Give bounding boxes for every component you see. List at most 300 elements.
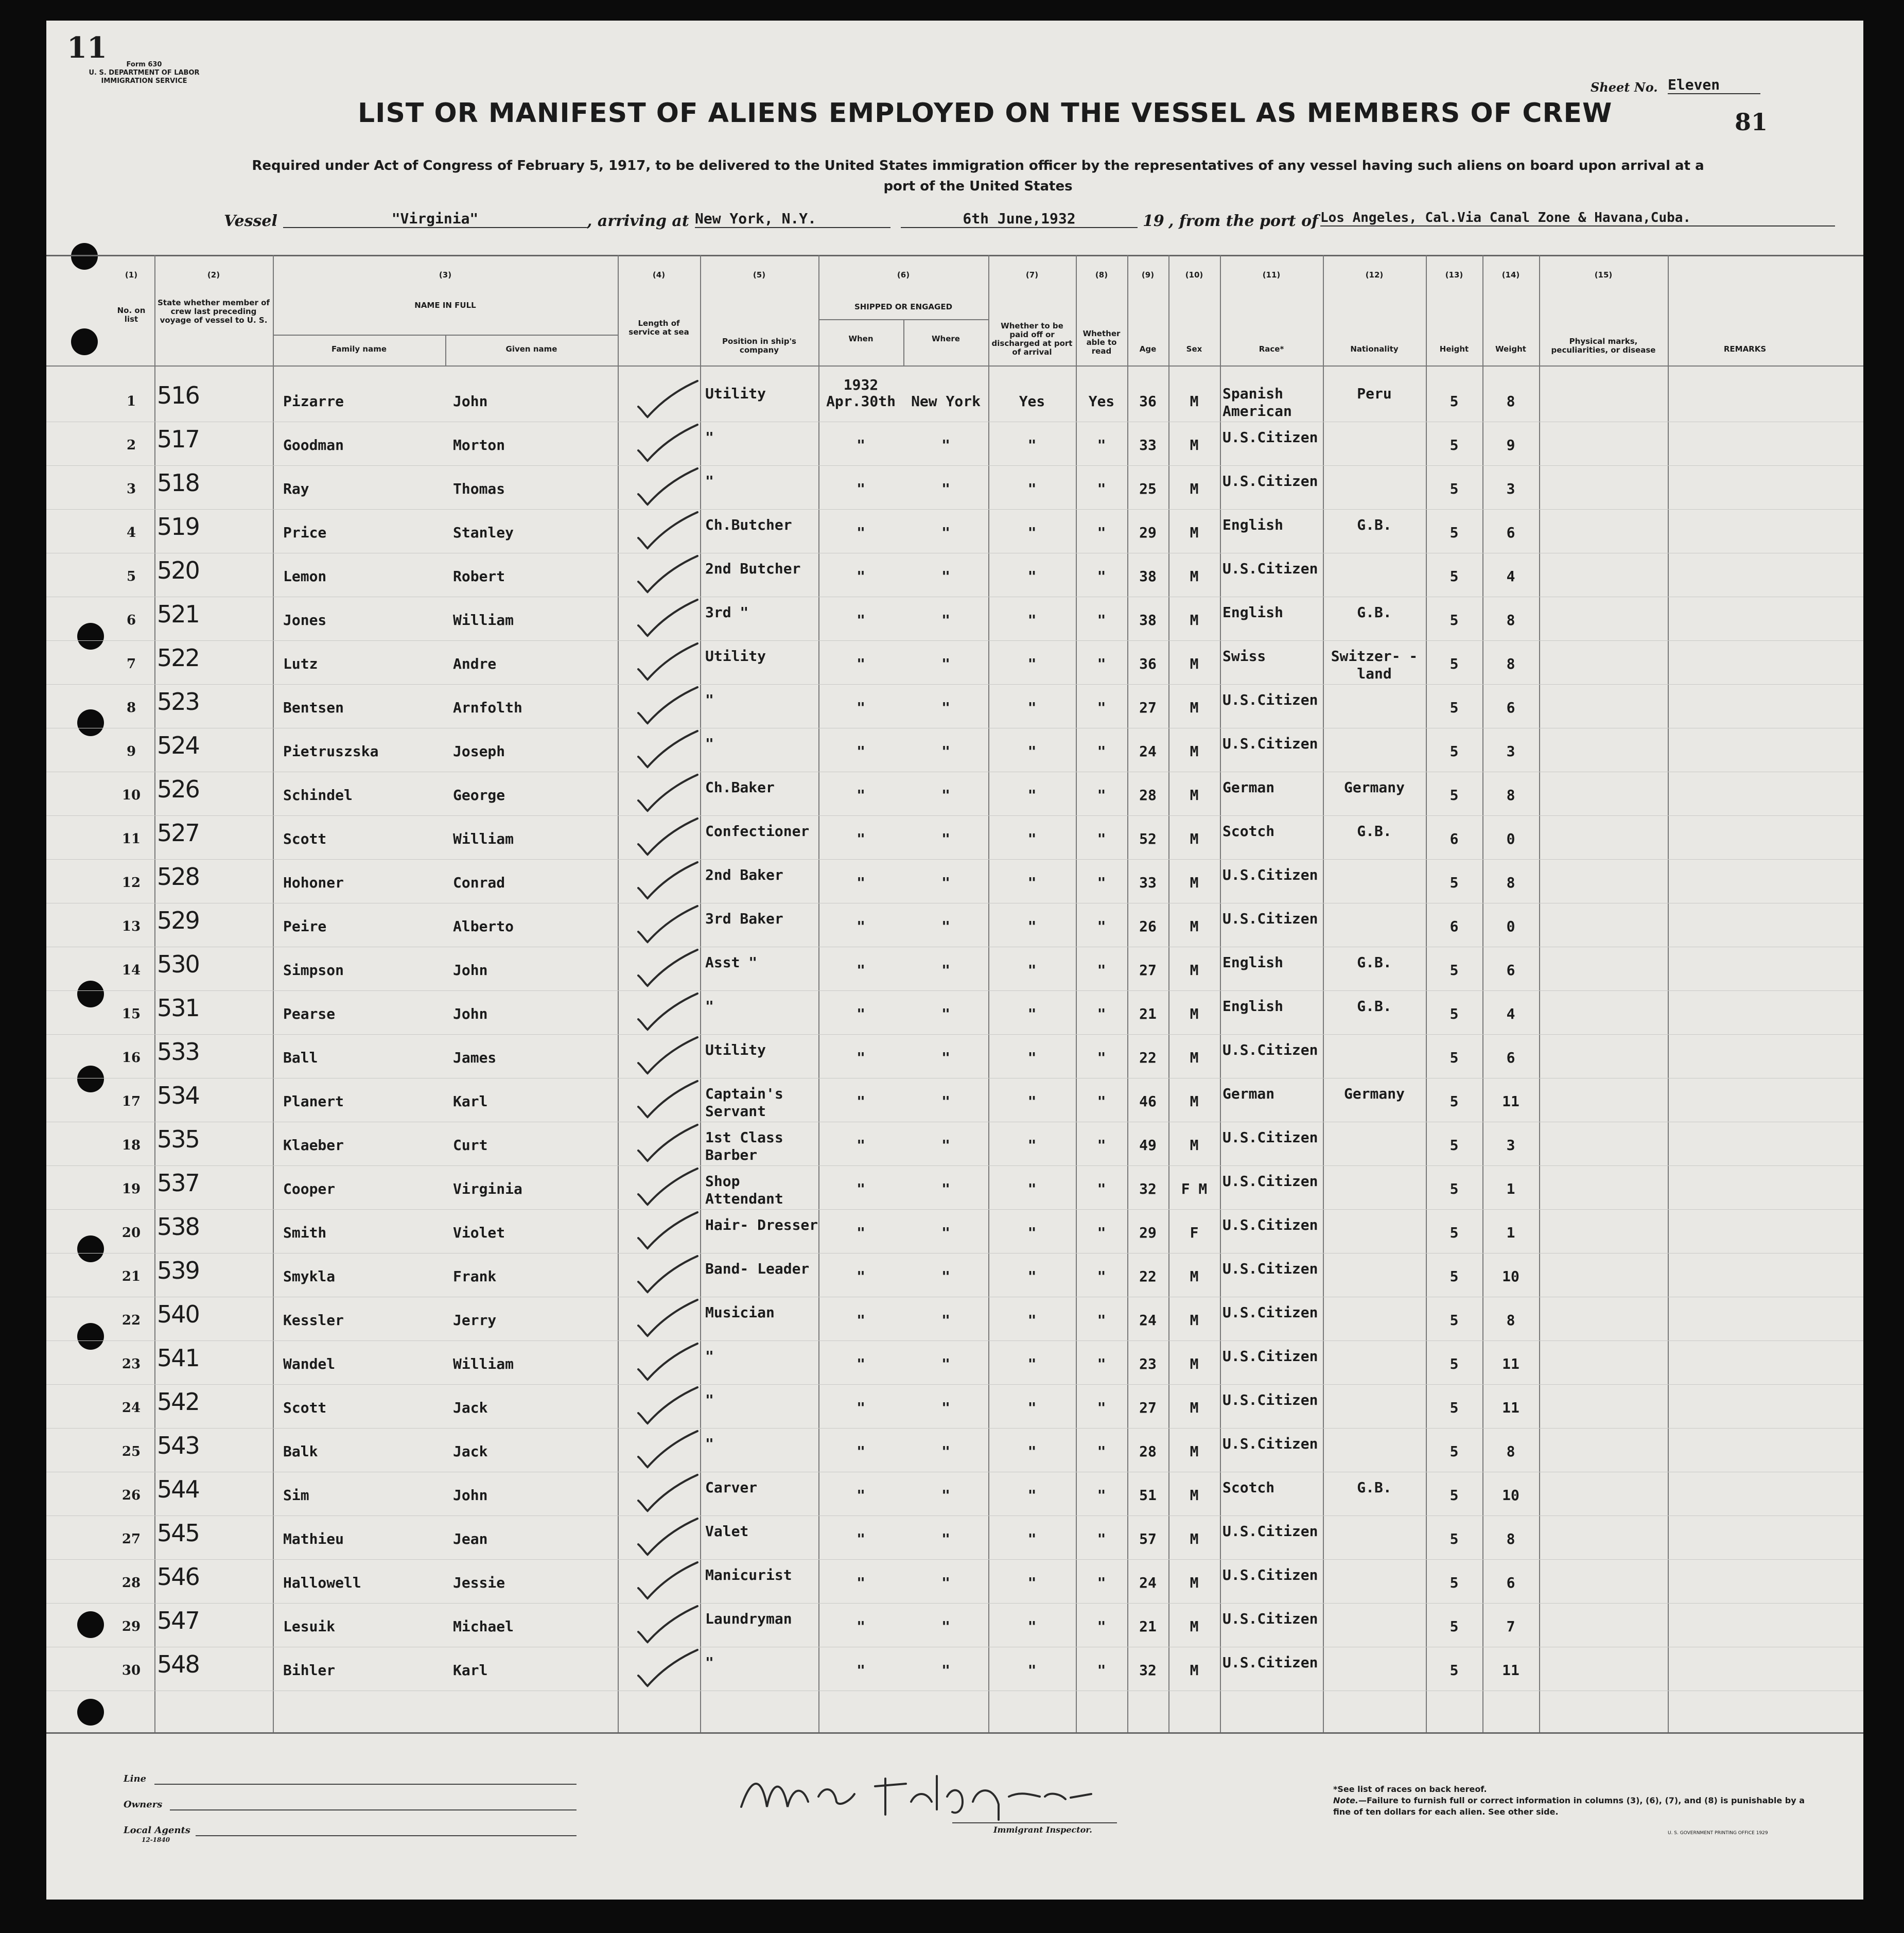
sex: M bbox=[1190, 612, 1199, 629]
service-checkmark bbox=[633, 1604, 705, 1645]
sex: M bbox=[1190, 1487, 1199, 1504]
shipped-when: " bbox=[857, 743, 865, 760]
given-name: Michael bbox=[453, 1618, 514, 1635]
paid-off: " bbox=[1027, 1618, 1037, 1635]
line-rule bbox=[154, 1784, 577, 1785]
able-to-read: " bbox=[1097, 437, 1106, 454]
col-rule bbox=[1426, 255, 1427, 1732]
paid-off: " bbox=[1027, 1224, 1037, 1241]
paid-off: " bbox=[1027, 1355, 1037, 1372]
row-rule bbox=[46, 509, 1863, 510]
position: " bbox=[705, 998, 714, 1015]
note-label: Note. bbox=[1333, 1796, 1358, 1805]
shipped-when: " bbox=[857, 1180, 865, 1197]
given-name: Arnfolth bbox=[453, 699, 522, 716]
height: 5 bbox=[1449, 1268, 1459, 1285]
shipped-when: " bbox=[857, 655, 865, 672]
sex: M bbox=[1190, 480, 1199, 497]
shipped-where: " bbox=[941, 524, 950, 541]
given-name: Andre bbox=[453, 655, 497, 672]
family-name: Peire bbox=[283, 918, 327, 935]
row-rule bbox=[46, 1559, 1863, 1560]
shipped-when: " bbox=[857, 1268, 865, 1285]
crew-list-id: 548 bbox=[157, 1650, 199, 1678]
punch-hole bbox=[77, 1611, 104, 1638]
service-checkmark bbox=[633, 1429, 705, 1470]
paid-off: " bbox=[1027, 1049, 1037, 1066]
shipped-where: " bbox=[941, 1093, 950, 1110]
race: U.S.Citizen bbox=[1222, 1566, 1318, 1583]
sex: M bbox=[1190, 918, 1199, 935]
nationality: G.B. bbox=[1357, 1479, 1392, 1496]
family-name: Jones bbox=[283, 612, 327, 629]
weight: 8 bbox=[1506, 874, 1515, 891]
col-rule bbox=[1127, 255, 1128, 1732]
shipped-where: " bbox=[941, 1443, 950, 1460]
crew-list-id: 523 bbox=[157, 688, 199, 716]
service: IMMIGRATION SERVICE bbox=[101, 77, 187, 85]
form-number: Form 630 bbox=[126, 61, 162, 68]
punch-hole bbox=[77, 1235, 104, 1262]
able-to-read: " bbox=[1097, 918, 1106, 935]
age: 24 bbox=[1139, 1312, 1157, 1329]
weight: 6 bbox=[1506, 699, 1515, 716]
sex: M bbox=[1190, 699, 1199, 716]
crew-list-id: 520 bbox=[157, 556, 199, 584]
row-number: 16 bbox=[121, 1050, 141, 1066]
crew-list-id: 533 bbox=[157, 1038, 199, 1066]
col-rule bbox=[1220, 255, 1221, 1732]
sex: M bbox=[1190, 874, 1199, 891]
race: U.S.Citizen bbox=[1222, 560, 1318, 577]
service-checkmark bbox=[633, 1297, 705, 1338]
family-name: Lesuik bbox=[283, 1618, 336, 1635]
punch-hole bbox=[77, 981, 104, 1007]
service-checkmark bbox=[633, 510, 705, 551]
weight: 11 bbox=[1502, 1355, 1519, 1372]
age: 46 bbox=[1139, 1093, 1157, 1110]
given-name: Conrad bbox=[453, 874, 505, 891]
shipped-when: " bbox=[857, 1093, 865, 1110]
race: U.S.Citizen bbox=[1222, 735, 1318, 752]
sex: M bbox=[1190, 1005, 1199, 1022]
position: Shop Attendant bbox=[705, 1173, 783, 1207]
shipped-where: " bbox=[941, 962, 950, 979]
shipped-where: " bbox=[941, 1180, 950, 1197]
able-to-read: " bbox=[1097, 480, 1106, 497]
crew-list-id: 540 bbox=[157, 1300, 199, 1328]
year-prefix: 19 bbox=[1143, 212, 1164, 230]
row-rule bbox=[46, 1603, 1863, 1604]
agents-form: 12-1840 bbox=[142, 1836, 170, 1843]
race: Scotch bbox=[1222, 823, 1275, 840]
shipped-where: " bbox=[941, 699, 950, 716]
hdr-family-name: Family name bbox=[331, 344, 387, 354]
able-to-read: " bbox=[1097, 612, 1106, 629]
crew-list-id: 544 bbox=[157, 1475, 199, 1503]
nationality: G.B. bbox=[1357, 823, 1392, 840]
age: 23 bbox=[1139, 1355, 1157, 1372]
family-name: Scott bbox=[283, 1399, 327, 1416]
punch-hole bbox=[71, 243, 98, 270]
nationality: G.B. bbox=[1357, 516, 1392, 533]
family-name: Lutz bbox=[283, 655, 318, 672]
given-name: Violet bbox=[453, 1224, 505, 1241]
sex: M bbox=[1190, 962, 1199, 979]
position: Confectioner bbox=[705, 823, 810, 840]
weight: 0 bbox=[1506, 918, 1515, 935]
nationality: Germany bbox=[1343, 1085, 1405, 1102]
weight: 3 bbox=[1506, 743, 1515, 760]
colnum-14: (14) bbox=[1501, 270, 1520, 280]
crew-list-id: 517 bbox=[157, 425, 199, 453]
age: 33 bbox=[1139, 437, 1157, 454]
weight: 4 bbox=[1506, 1005, 1515, 1022]
row-number: 22 bbox=[121, 1313, 141, 1328]
crew-list-id: 519 bbox=[157, 513, 199, 541]
age: 28 bbox=[1139, 787, 1157, 804]
able-to-read: " bbox=[1097, 568, 1106, 585]
col-rule bbox=[988, 255, 989, 1732]
able-to-read: " bbox=[1097, 830, 1106, 847]
family-name: Planert bbox=[283, 1093, 344, 1110]
weight: 11 bbox=[1502, 1399, 1519, 1416]
crew-list-id: 542 bbox=[157, 1388, 199, 1416]
position: Hair- Dresser bbox=[705, 1216, 818, 1233]
race: English bbox=[1222, 998, 1284, 1015]
weight: 6 bbox=[1506, 1574, 1515, 1591]
row-rule bbox=[46, 990, 1863, 991]
age: 33 bbox=[1139, 874, 1157, 891]
height: 5 bbox=[1449, 612, 1459, 629]
race: U.S.Citizen bbox=[1222, 691, 1318, 708]
shipped-when: " bbox=[857, 1662, 865, 1679]
height: 5 bbox=[1449, 437, 1459, 454]
height: 5 bbox=[1449, 1180, 1459, 1197]
shipped-when: " bbox=[857, 830, 865, 847]
line-label: Line bbox=[124, 1773, 147, 1784]
sex: M bbox=[1190, 1399, 1199, 1416]
race: German bbox=[1222, 1085, 1275, 1102]
race: U.S.Citizen bbox=[1222, 1129, 1318, 1146]
given-name: Joseph bbox=[453, 743, 505, 760]
age: 36 bbox=[1139, 655, 1157, 672]
service-checkmark bbox=[633, 1078, 705, 1120]
position: Utility bbox=[705, 1041, 766, 1058]
shipped-where: " bbox=[941, 1487, 950, 1504]
family-name: Ball bbox=[283, 1049, 318, 1066]
age: 28 bbox=[1139, 1443, 1157, 1460]
height: 5 bbox=[1449, 1137, 1459, 1154]
service-checkmark bbox=[633, 903, 705, 945]
crew-list-id: 522 bbox=[157, 644, 199, 672]
age: 29 bbox=[1139, 1224, 1157, 1241]
crew-list-id: 539 bbox=[157, 1257, 199, 1284]
service-checkmark bbox=[633, 466, 705, 507]
hdr-no-on-list: No. on list bbox=[117, 306, 146, 324]
weight: 8 bbox=[1506, 1530, 1515, 1547]
family-name: Lemon bbox=[283, 568, 327, 585]
position: " bbox=[705, 429, 714, 446]
sheet-label: Sheet No. bbox=[1591, 80, 1658, 95]
crew-list-id: 527 bbox=[157, 819, 199, 847]
shipped-where: " bbox=[941, 787, 950, 804]
weight: 8 bbox=[1506, 1443, 1515, 1460]
sex: F bbox=[1190, 1224, 1199, 1241]
colnum-6: (6) bbox=[897, 270, 910, 280]
punch-hole bbox=[77, 1066, 104, 1092]
punch-hole bbox=[77, 709, 104, 736]
race: U.S.Citizen bbox=[1222, 1260, 1318, 1277]
weight: 3 bbox=[1506, 1137, 1515, 1154]
col-rule bbox=[1076, 255, 1077, 1732]
given-name: Jessie bbox=[453, 1574, 505, 1591]
row-rule bbox=[46, 815, 1863, 816]
race: U.S.Citizen bbox=[1222, 1523, 1318, 1540]
family-name: Balk bbox=[283, 1443, 318, 1460]
able-to-read: " bbox=[1097, 1005, 1106, 1022]
agents-rule bbox=[196, 1835, 577, 1836]
height: 5 bbox=[1449, 524, 1459, 541]
shipped-where: " bbox=[941, 1355, 950, 1372]
crew-list-id: 546 bbox=[157, 1563, 199, 1591]
height: 5 bbox=[1449, 1224, 1459, 1241]
age: 36 bbox=[1139, 393, 1157, 410]
given-name: John bbox=[453, 393, 488, 410]
colnum-4: (4) bbox=[652, 270, 666, 280]
row-number: 29 bbox=[121, 1619, 141, 1634]
able-to-read: " bbox=[1097, 1049, 1106, 1066]
paid-off: " bbox=[1027, 655, 1037, 672]
height: 5 bbox=[1449, 1443, 1459, 1460]
able-to-read: " bbox=[1097, 1574, 1106, 1591]
colnum-12: (12) bbox=[1365, 270, 1384, 280]
subtitle bbox=[113, 155, 1843, 197]
nationality: Peru bbox=[1357, 385, 1392, 402]
service-checkmark bbox=[633, 1560, 705, 1601]
sex: M bbox=[1190, 524, 1199, 541]
weight: 7 bbox=[1506, 1618, 1515, 1635]
able-to-read: " bbox=[1097, 1662, 1106, 1679]
position: Asst " bbox=[705, 954, 758, 971]
sex: M bbox=[1190, 655, 1199, 672]
arrival-date: 6th June,1932 bbox=[901, 210, 1138, 228]
height: 5 bbox=[1449, 1487, 1459, 1504]
crew-list-id: 547 bbox=[157, 1607, 199, 1634]
hdr-state-whether: State whether member of crew last preceding voyage of vessel to U. S. bbox=[158, 298, 270, 325]
paid-off: " bbox=[1027, 1268, 1037, 1285]
paid-off: " bbox=[1027, 1180, 1037, 1197]
hdr-race: Race* bbox=[1259, 344, 1284, 354]
sex: M bbox=[1190, 1443, 1199, 1460]
shipped-when: " bbox=[857, 480, 865, 497]
row-number: 25 bbox=[121, 1444, 141, 1459]
given-name: Curt bbox=[453, 1137, 488, 1154]
given-name: William bbox=[453, 1355, 514, 1372]
weight: 0 bbox=[1506, 830, 1515, 847]
able-to-read: " bbox=[1097, 655, 1106, 672]
position: 3rd " bbox=[705, 604, 749, 621]
col-rule bbox=[818, 255, 819, 1732]
arriving-label: , arriving at bbox=[587, 212, 689, 230]
paid-off: " bbox=[1027, 568, 1037, 585]
shipped-when: " bbox=[857, 1487, 865, 1504]
row-rule bbox=[46, 1384, 1863, 1385]
colnum-13: (13) bbox=[1445, 270, 1463, 280]
position: " bbox=[705, 1435, 714, 1452]
race: German bbox=[1222, 779, 1275, 796]
given-name: Alberto bbox=[453, 918, 514, 935]
race: U.S.Citizen bbox=[1222, 866, 1318, 883]
given-name: Karl bbox=[453, 1093, 488, 1110]
colnum-10: (10) bbox=[1185, 270, 1203, 280]
service-checkmark bbox=[633, 947, 705, 988]
weight: 8 bbox=[1506, 393, 1515, 410]
paid-off: " bbox=[1027, 1662, 1037, 1679]
shipped-where: " bbox=[941, 1618, 950, 1635]
sex: M bbox=[1190, 743, 1199, 760]
printer-credit: U. S. GOVERNMENT PRINTING OFFICE 1929 bbox=[1668, 1831, 1768, 1836]
height: 5 bbox=[1449, 874, 1459, 891]
age: 22 bbox=[1139, 1268, 1157, 1285]
agents-label: Local Agents bbox=[124, 1825, 190, 1836]
row-rule bbox=[46, 640, 1863, 641]
row-number: 28 bbox=[121, 1575, 141, 1591]
position: 2nd Baker bbox=[705, 866, 783, 883]
colnum-15: (15) bbox=[1594, 270, 1613, 280]
able-to-read: " bbox=[1097, 1312, 1106, 1329]
position: Utility bbox=[705, 385, 766, 402]
col-rule bbox=[1668, 255, 1669, 1732]
col-rule bbox=[1168, 255, 1169, 1732]
family-name: Sim bbox=[283, 1487, 309, 1504]
shipped-where: " bbox=[941, 1312, 950, 1329]
paid-off: " bbox=[1027, 874, 1037, 891]
row-number: 2 bbox=[126, 438, 136, 453]
given-name: John bbox=[453, 1005, 488, 1022]
race: U.S.Citizen bbox=[1222, 1216, 1318, 1233]
given-name: Frank bbox=[453, 1268, 497, 1285]
crew-list-id: 516 bbox=[157, 381, 199, 409]
row-rule bbox=[46, 684, 1863, 685]
position: 1st Class Barber bbox=[705, 1129, 783, 1163]
paid-off: " bbox=[1027, 918, 1037, 935]
hdr-weight: Weight bbox=[1495, 344, 1526, 354]
race: U.S.Citizen bbox=[1222, 1610, 1318, 1627]
row-number: 8 bbox=[126, 700, 136, 716]
row-number: 15 bbox=[121, 1006, 141, 1022]
position: " bbox=[705, 1348, 714, 1365]
hdr-able-read: Whether able to read bbox=[1082, 329, 1121, 356]
race: U.S.Citizen bbox=[1222, 1041, 1318, 1058]
paid-off: " bbox=[1027, 1312, 1037, 1329]
given-name: Virginia bbox=[453, 1180, 522, 1197]
from-label: , from the port of bbox=[1168, 212, 1319, 230]
given-name: George bbox=[453, 787, 505, 804]
able-to-read: " bbox=[1097, 1268, 1106, 1285]
sex: M bbox=[1190, 1093, 1199, 1110]
margin-note: 11 bbox=[67, 31, 107, 65]
shipped-when: " bbox=[857, 1137, 865, 1154]
height: 5 bbox=[1449, 655, 1459, 672]
position: " bbox=[705, 691, 714, 708]
age: 27 bbox=[1139, 1399, 1157, 1416]
family-name: Simpson bbox=[283, 962, 344, 979]
age: 57 bbox=[1139, 1530, 1157, 1547]
family-name: Cooper bbox=[283, 1180, 336, 1197]
age: 27 bbox=[1139, 699, 1157, 716]
row-number: 20 bbox=[121, 1225, 141, 1241]
row-rule bbox=[46, 1034, 1863, 1035]
row-number: 19 bbox=[121, 1181, 141, 1197]
hdr-given-name: Given name bbox=[505, 344, 557, 354]
weight: 8 bbox=[1506, 1312, 1515, 1329]
sex: M bbox=[1190, 1049, 1199, 1066]
able-to-read: " bbox=[1097, 699, 1106, 716]
shipped-when: " bbox=[857, 1618, 865, 1635]
position: 2nd Butcher bbox=[705, 560, 801, 577]
family-name: Schindel bbox=[283, 787, 353, 804]
hdr-where: Where bbox=[932, 334, 960, 343]
family-name: Ray bbox=[283, 480, 309, 497]
position: Manicurist bbox=[705, 1566, 792, 1583]
weight: 8 bbox=[1506, 655, 1515, 672]
position: Utility bbox=[705, 648, 766, 665]
paid-off: " bbox=[1027, 1487, 1037, 1504]
race: English bbox=[1222, 604, 1284, 621]
service-checkmark bbox=[633, 641, 705, 682]
service-checkmark bbox=[633, 1166, 705, 1207]
service-checkmark bbox=[633, 991, 705, 1032]
position: Laundryman bbox=[705, 1610, 792, 1627]
shipped-when: " bbox=[857, 699, 865, 716]
family-name: Scott bbox=[283, 830, 327, 847]
height: 5 bbox=[1449, 699, 1459, 716]
position: Valet bbox=[705, 1523, 749, 1540]
crew-list-id: 518 bbox=[157, 469, 199, 497]
hdr-name-in-full: NAME IN FULL bbox=[414, 301, 476, 310]
able-to-read: " bbox=[1097, 1443, 1106, 1460]
colnum-1: (1) bbox=[125, 270, 138, 280]
height: 6 bbox=[1449, 830, 1459, 847]
height: 5 bbox=[1449, 1005, 1459, 1022]
shipped-where: " bbox=[941, 568, 950, 585]
page-title: LIST OR MANIFEST OF ALIENS EMPLOYED ON THE VESSEL AS MEMBERS OF CREW bbox=[358, 98, 1613, 129]
inspector-label: Immigrant Inspector. bbox=[993, 1825, 1092, 1835]
shipped-when: " bbox=[857, 962, 865, 979]
paid-off: " bbox=[1027, 480, 1037, 497]
given-name: James bbox=[453, 1049, 497, 1066]
manifest-sheet bbox=[46, 21, 1863, 1900]
service-checkmark bbox=[633, 1647, 705, 1688]
family-name: Kessler bbox=[283, 1312, 344, 1329]
given-name: John bbox=[453, 1487, 488, 1504]
given-name: Karl bbox=[453, 1662, 488, 1679]
colnum-7: (7) bbox=[1025, 270, 1039, 280]
position: Ch.Baker bbox=[705, 779, 775, 796]
age: 21 bbox=[1139, 1618, 1157, 1635]
given-name: William bbox=[453, 830, 514, 847]
paid-off: " bbox=[1027, 699, 1037, 716]
crew-list-id: 535 bbox=[157, 1125, 199, 1153]
row-number: 11 bbox=[121, 831, 141, 847]
table-top-rule bbox=[46, 255, 1863, 256]
able-to-read: " bbox=[1097, 1180, 1106, 1197]
shipped-when: " bbox=[857, 612, 865, 629]
hdr-when: When bbox=[848, 334, 874, 343]
able-to-read: " bbox=[1097, 1224, 1106, 1241]
height: 5 bbox=[1449, 1662, 1459, 1679]
